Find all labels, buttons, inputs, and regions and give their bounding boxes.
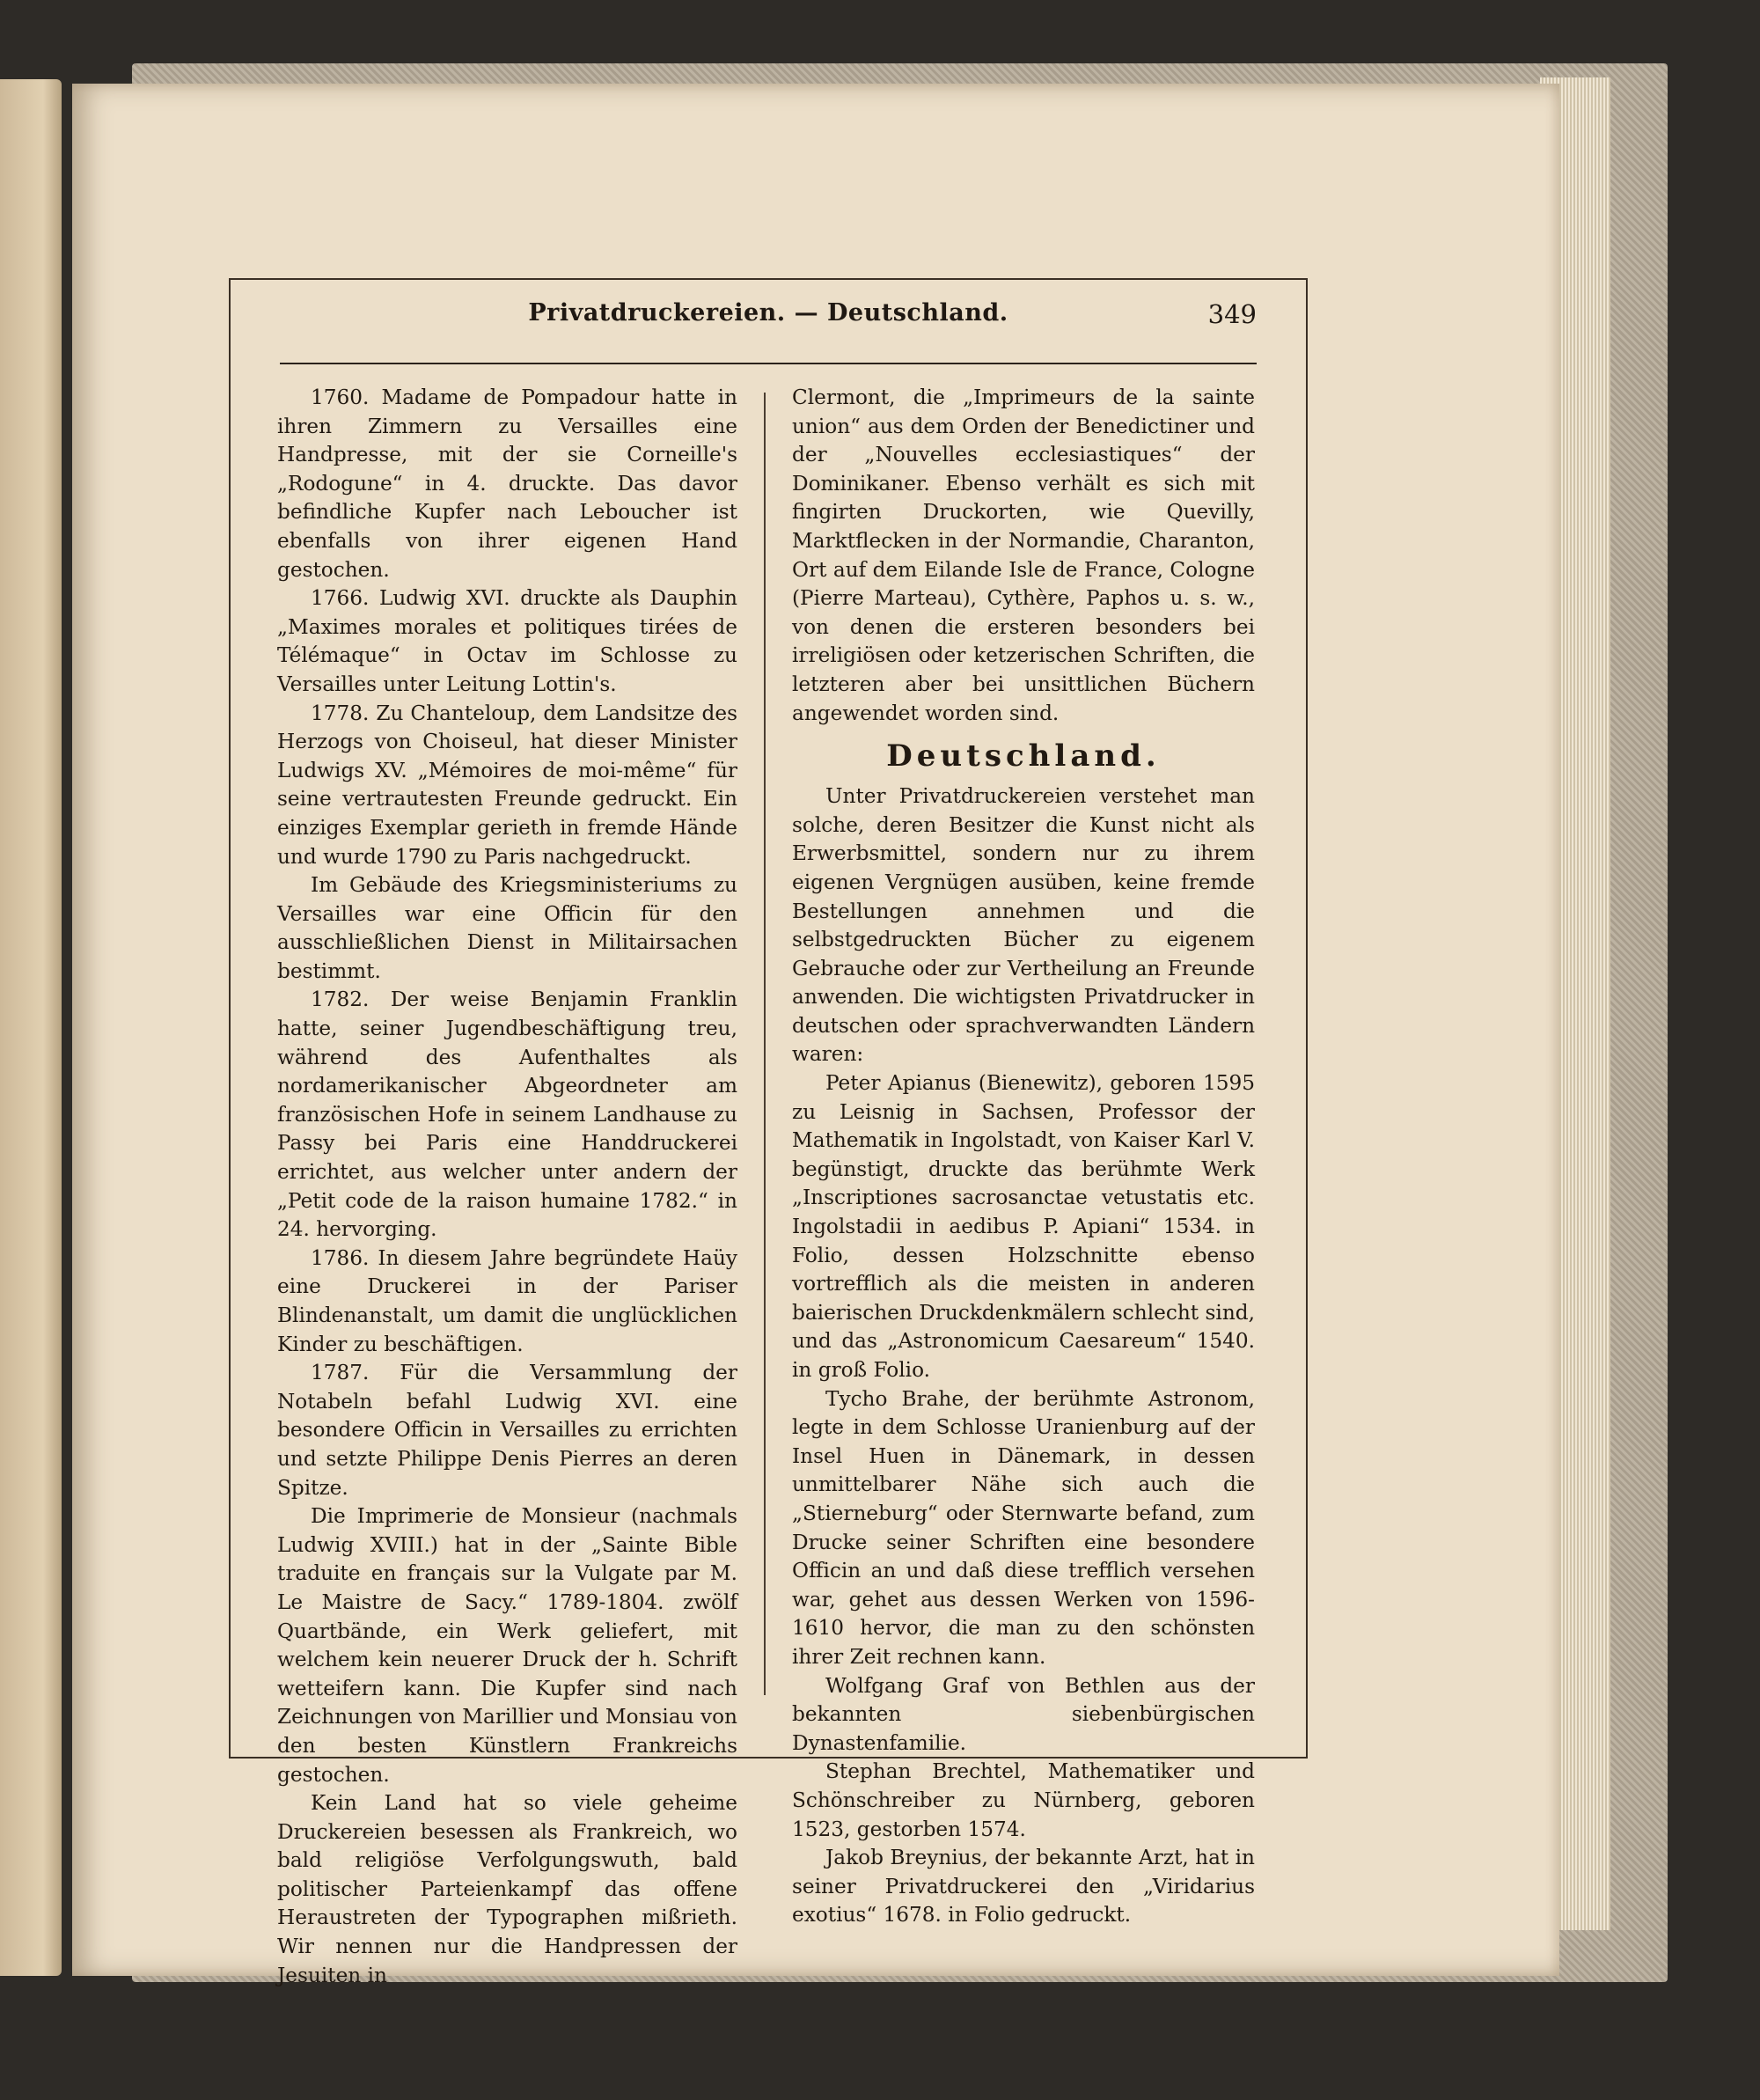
paragraph-imprimerie-de-monsieur: Die Imprimerie de Monsieur (nachmals Ludwig XVIII.) hat in der „Sainte Bible traduite en français sur la Vulgate par M. Le Maistre de Sacy.“ 1789-1804. zwölf Quartbände, ein Werk geliefert, mit welchem kein neuerer Druck der h. Schrift wetteifern kann. Die Kupfer sind nach Zeichnungen von Marillier und Monsiau von den besten Künstlern Frankreichs gestochen. (277, 1504, 737, 1787)
paragraph-bethlen: Wolfgang Graf von Bethlen aus der bekannten siebenbürgischen Dynastenfamilie. (792, 1673, 1255, 1755)
paragraph-1786: 1786. In diesem Jahre begründete Haüy eine Druckerei in der Pariser Blindenanstalt, um damit die unglücklichen Kinder zu beschäftigen. (277, 1245, 737, 1356)
column-divider (764, 393, 766, 1695)
paragraph-1787: 1787. Für die Versammlung der Notabeln befahl Ludwig XVI. eine besondere Officin in Versailles zu errichten und setzte Philippe Denis Pierres an deren Spitze. (277, 1361, 737, 1500)
page-number: 349 (1207, 299, 1257, 329)
previous-page-edge (0, 79, 62, 1976)
running-title: Privatdruckereien. — Deutschland. (528, 299, 1008, 327)
paragraph-continuation: Clermont, die „Imprimeurs de la sainte union“ aus dem Orden der Benedictiner und der „Nouvelles ecclesiastiques“ der Dominikaner. Ebenso verhält es sich mit fingirten Druckorten, wie Quevilly, Marktflecken in der Normandie, Charanton, Ort auf dem Eilande Isle de France, Cologne (Pierre Marteau), Cythère, Paphos u. s. w., von denen die ersteren besonders bei irreligiösen oder ketzerischen Schriften, die letzteren aber bei unsittlichen Büchern angewendet worden sind. (792, 385, 1255, 725)
paragraph-definition: Unter Privatdruckereien verstehet man solche, deren Besitzer die Kunst nicht als Erwerbsmittel, sondern nur zu ihrem eigenen Vergnügen ausüben, keine fremde Bestellungen annehmen und die selbstgedruckten Bücher zu eigenem Gebrauche oder zur Vertheilung an Freunde anwenden. Die wichtigsten Privatdrucker in deutschen oder sprachverwandten Ländern waren: (792, 784, 1255, 1067)
paragraph-tycho-brahe: Tycho Brahe, der berühmte Astronom, legte in dem Schlosse Uranienburg auf der Insel Huen in Dänemark, in dessen unmittelbarer Nähe sich auch die „Stierneburg“ oder Sternwarte befand, zum Drucke seiner Schriften eine besondere Officin an und daß diese trefflich versehen war, gehet aus dessen Werken von 1596-1610 hervor, die man zu den schönsten ihrer Zeit rechnen kann. (792, 1386, 1255, 1669)
paragraph-kriegsministerium: Im Gebäude des Kriegsministeriums zu Versailles war eine Officin für den ausschließlichen Dienst in Militairsachen bestimmt. (277, 873, 737, 983)
page-header (280, 299, 1257, 340)
header-rule (280, 363, 1257, 364)
paragraph-geheime-druckereien: Kein Land hat so viele geheime Druckereien besessen als Frankreich, wo bald religiöse Verfolgungswuth, bald politischer Parteienkampf das offene Heraustreten der Typographen mißrieth. Wir nennen nur die Handpressen der Jesuiten in (277, 1791, 737, 1987)
section-heading: Deutschland. (886, 738, 1161, 775)
paragraph-1778: 1778. Zu Chanteloup, dem Landsitze des Herzogs von Choiseul, hat dieser Minister Ludwigs XV. „Mémoires de moi-même“ für seine vertrautesten Freunde gedruckt. Ein einziges Exemplar gerieth in fremde Hände und wurde 1790 zu Paris nachgedruckt. (277, 701, 737, 869)
paragraph-1760: 1760. Madame de Pompadour hatte in ihren Zimmern zu Versailles eine Handpresse, mit der sie Corneille's „Rodogune“ in 4. druckte. Das davor befindliche Kupfer nach Leboucher ist ebenfalls von ihrer eigenen Hand gestochen. (277, 385, 737, 582)
left-column (277, 384, 737, 1990)
paragraph-1782: 1782. Der weise Benjamin Franklin hatte, seiner Jugendbeschäftigung treu, während des Aufenthaltes als nordamerikanischer Abgeordneter am französischen Hofe in seinem Landhause zu Passy bei Paris eine Handdruckerei errichtet, aus welcher unter andern der „Petit code de la raison humaine 1782.“ in 24. hervorging. (277, 988, 737, 1242)
paragraph-apianus: Peter Apianus (Bienewitz), geboren 1595 zu Leisnig in Sachsen, Professor der Mathematik in Ingolstadt, von Kaiser Karl V. begünstigt, druckte das berühmte Werk „Inscriptiones sacrosanctae vetustatis etc. Ingolstadii in aedibus P. Apiani“ 1534. in Folio, dessen Holzschnitte ebenso vortrefflich als die meisten in anderen baierischen Druckdenkmälern schlecht sind, und das „Astronomicum Caesareum“ 1540. in groß Folio. (792, 1071, 1255, 1382)
paragraph-brechtel: Stephan Brechtel, Mathematiker und Schönschreiber zu Nürnberg, geboren 1523, gestorben 1574. (792, 1759, 1255, 1841)
paragraph-1766: 1766. Ludwig XVI. druckte als Dauphin „Maximes morales et politiques tirées de Télémaque“ in Octav im Schlosse zu Versailles unter Leitung Lottin's. (277, 586, 737, 696)
paragraph-breynius: Jakob Breynius, der bekannte Arzt, hat in seiner Privatdruckerei den „Viridarius exotius“ 1678. in Folio gedruckt. (792, 1846, 1255, 1927)
right-column (792, 384, 1255, 1930)
